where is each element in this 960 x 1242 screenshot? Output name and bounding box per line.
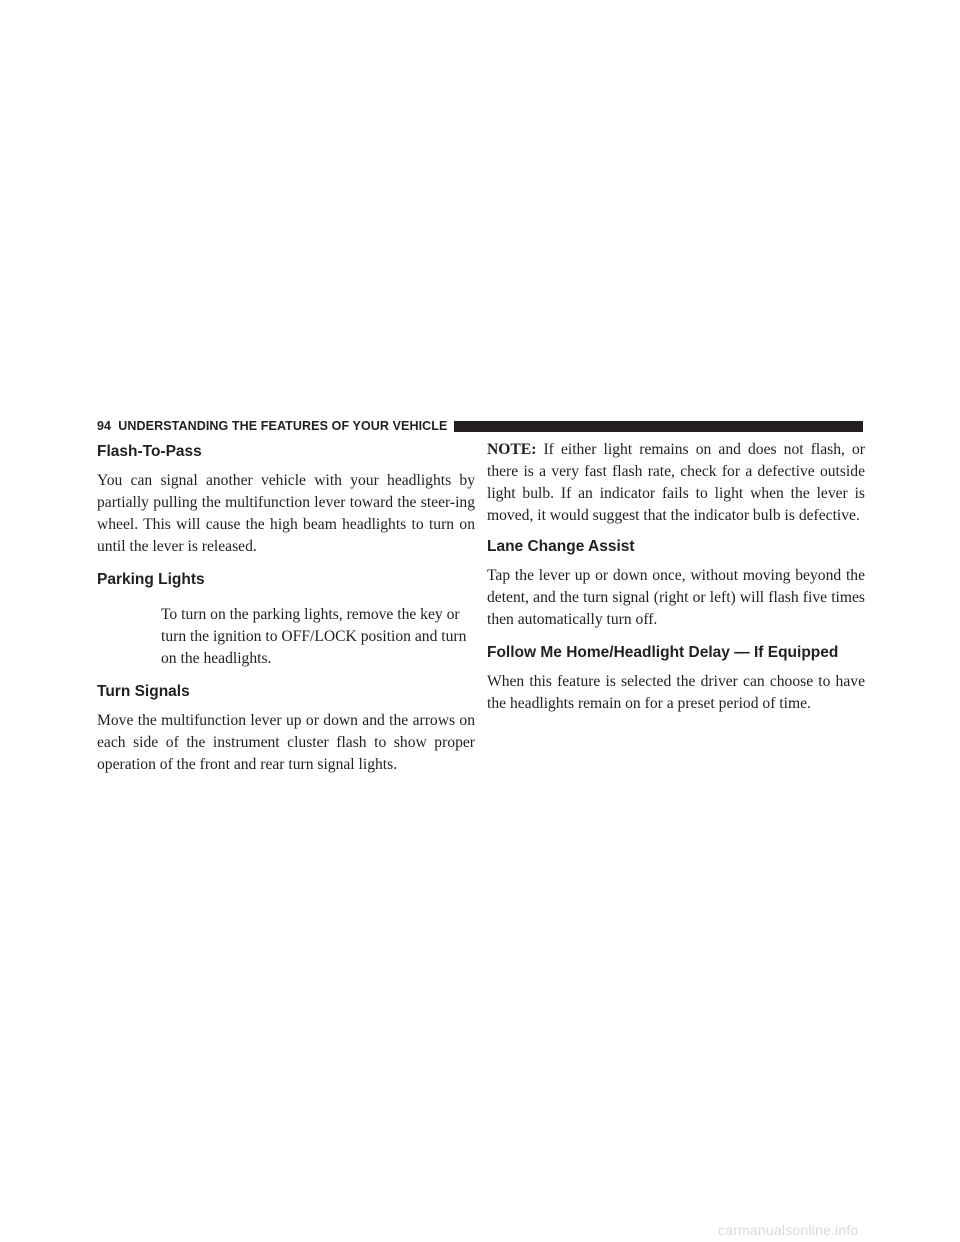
paragraph-turn-signals: Move the multifunction lever up or down and the arrows on each side of the instrument cluster flash to show proper operation of the front and rear turn signal lights. bbox=[97, 712, 475, 773]
right-column bbox=[487, 442, 865, 715]
heading-lane-change-assist: Lane Change Assist bbox=[487, 538, 635, 555]
paragraph-flash-to-pass: You can signal another vehicle with your headlights by partially pulling the multifunction lever toward the steer-ing wheel. This will cause the high beam headlights to turn on until the lever is released. bbox=[97, 472, 475, 555]
heading-turn-signals: Turn Signals bbox=[97, 683, 190, 700]
paragraph-parking-lights: To turn on the parking lights, remove the key or turn the ignition to OFF/LOCK position and turn on the headlights. bbox=[161, 606, 467, 667]
watermark-text: carmanualsonline.info bbox=[718, 1222, 859, 1238]
paragraph-follow-me-home: When this feature is selected the driver can choose to have the headlights remain on for a preset period of time. bbox=[487, 673, 865, 712]
heading-follow-me-home: Follow Me Home/Headlight Delay — If Equipped bbox=[487, 644, 839, 661]
page-number: 94 bbox=[97, 419, 112, 433]
section-title: UNDERSTANDING THE FEATURES OF YOUR VEHICLE bbox=[118, 419, 448, 433]
note-label: NOTE: bbox=[487, 441, 537, 458]
page-header-text bbox=[97, 419, 447, 433]
heading-flash-to-pass: Flash-To-Pass bbox=[97, 443, 202, 460]
note-paragraph bbox=[487, 439, 865, 527]
header-rule-bar bbox=[454, 421, 863, 432]
paragraph-lane-change-assist: Tap the lever up or down once, without moving beyond the detent, and the turn signal (right or left) will flash five times then automatically turn off. bbox=[487, 567, 865, 628]
running-header bbox=[97, 418, 863, 434]
heading-parking-lights: Parking Lights bbox=[97, 571, 205, 588]
left-column bbox=[97, 442, 475, 776]
note-body: If either light remains on and does not flash, or there is a very fast flash rate, check for a defective outside light bulb. If an indicator fails to light when the lever is moved, it would suggest that the indicator bulb is defective. bbox=[487, 441, 865, 524]
